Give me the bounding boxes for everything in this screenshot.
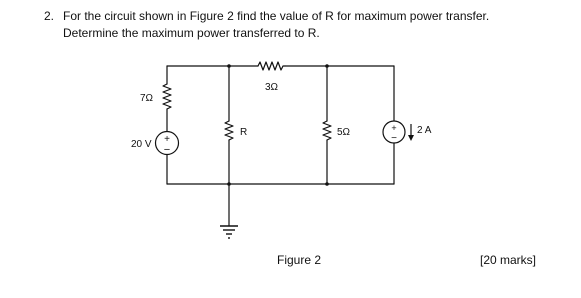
resistor-7ohm xyxy=(163,84,171,109)
label-r: R xyxy=(240,127,248,138)
label-5ohm: 5Ω xyxy=(337,127,351,138)
junction-dot xyxy=(325,64,329,68)
current-source-minus-sign: − xyxy=(391,133,397,144)
resistor-5ohm xyxy=(323,121,331,140)
ground-icon xyxy=(220,226,238,238)
label-2a: 2 A xyxy=(417,125,432,136)
voltage-source-plus-sign: + xyxy=(164,134,170,145)
junction-dot xyxy=(227,64,231,68)
label-3ohm: 3Ω xyxy=(265,82,279,93)
current-direction-arrow-icon xyxy=(408,124,414,141)
junction-dot xyxy=(325,182,329,186)
label-20v: 20 V xyxy=(131,139,152,150)
junction-dot xyxy=(227,182,231,186)
question-text-line-2: Determine the maximum power transferred to R. xyxy=(63,26,320,40)
resistor-3ohm xyxy=(258,62,285,70)
question-text-line-1: For the circuit shown in Figure 2 find the value of R for maximum power transfer. xyxy=(63,9,490,23)
label-7ohm: 7Ω xyxy=(140,93,154,104)
question-number: 2. xyxy=(44,9,55,23)
voltage-source-minus-sign: − xyxy=(163,144,171,156)
current-source-plus-sign: + xyxy=(391,123,397,133)
resistor-r xyxy=(225,121,233,140)
figure-caption: Figure 2 xyxy=(277,253,322,267)
marks-label: [20 marks] xyxy=(480,253,537,267)
